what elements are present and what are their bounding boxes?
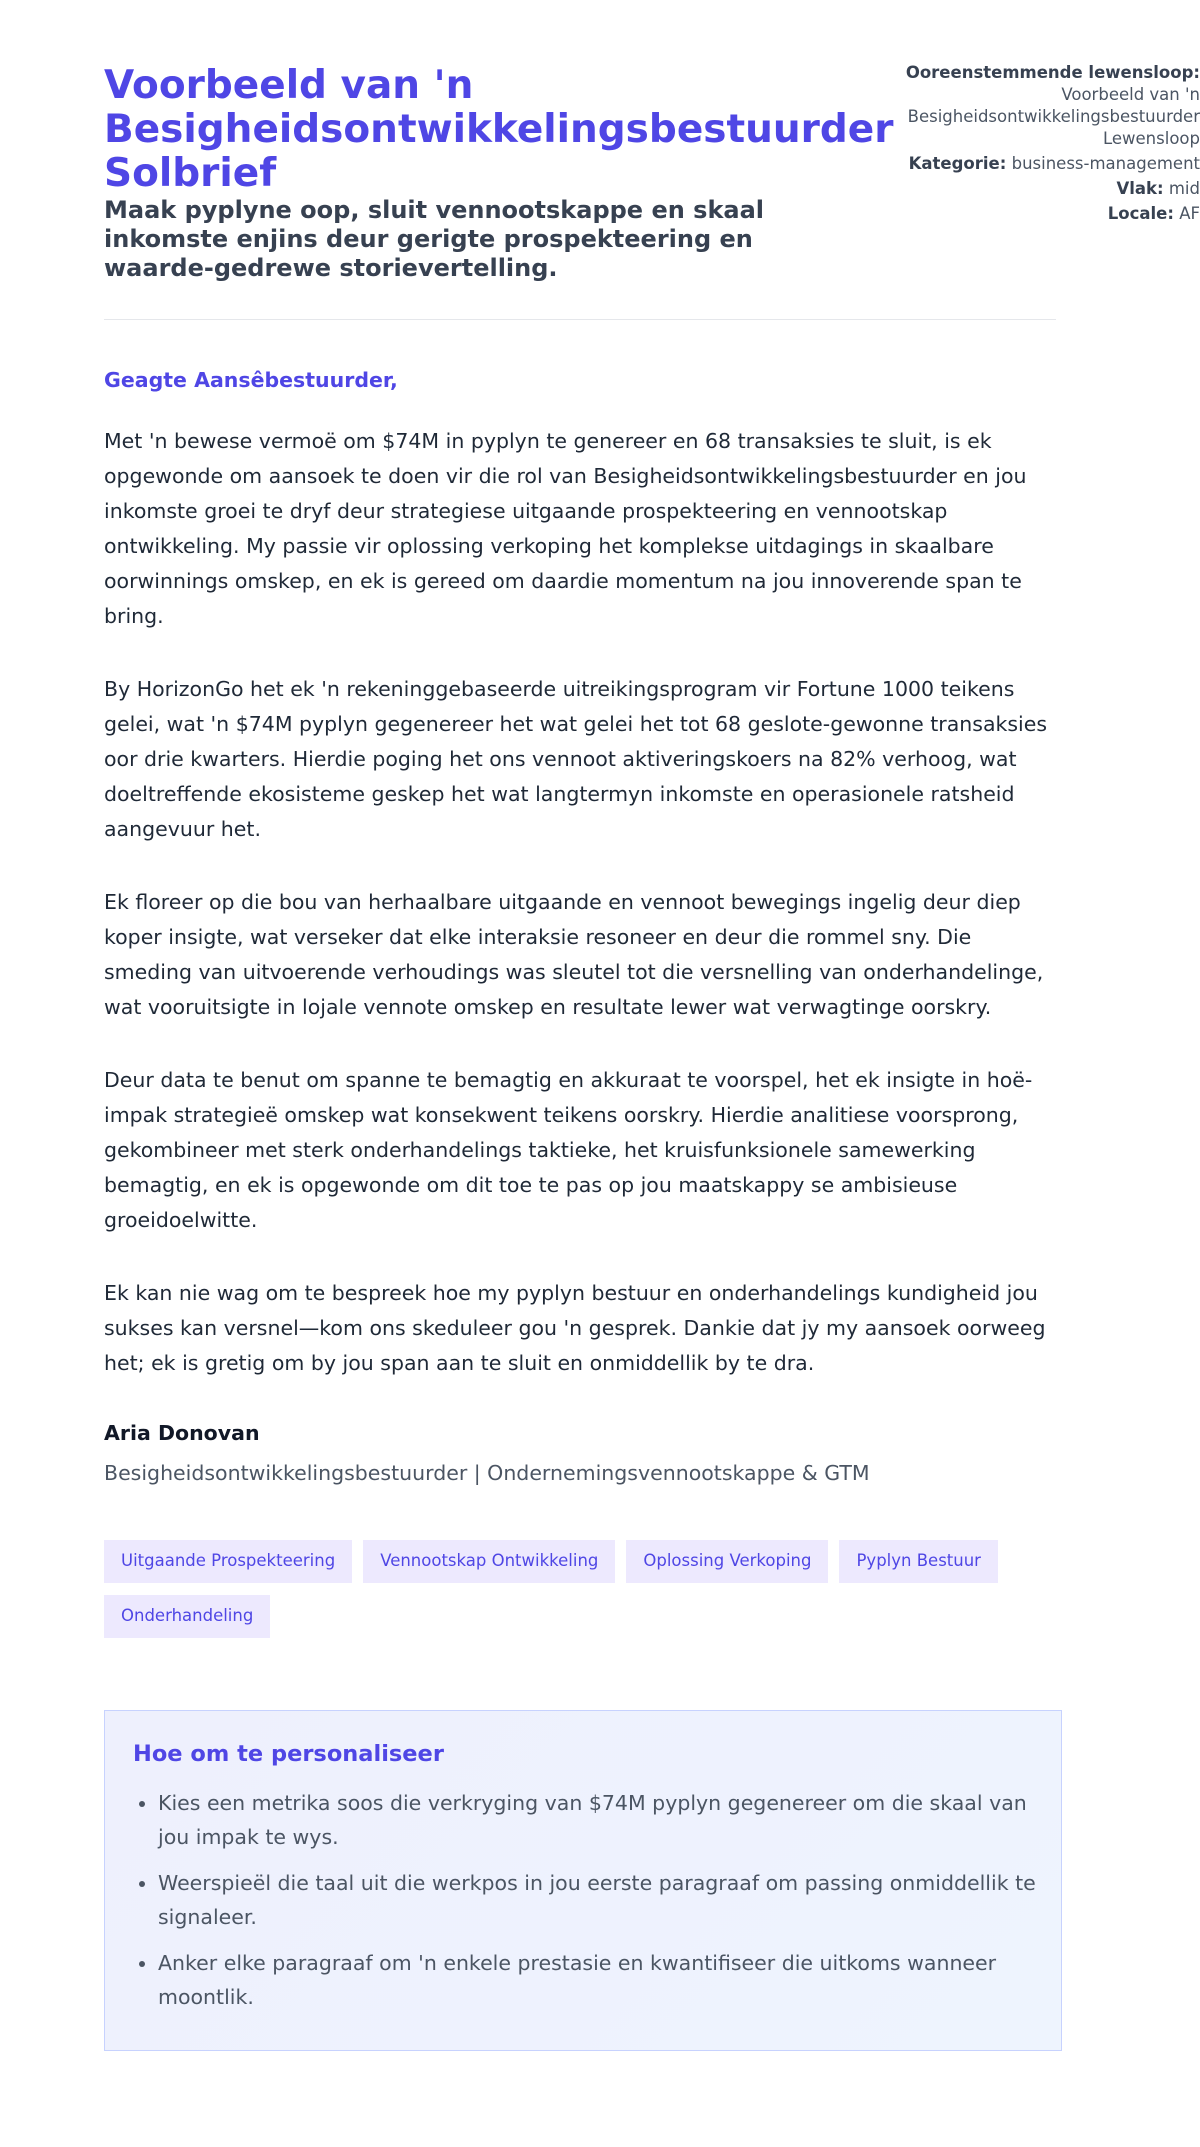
tips-list-item: • Kies een metrika soos die verkryging van $74M pyplyn gegenereer om die skaal van jou impak te wys. (158, 1786, 1039, 1854)
letter-header (104, 64, 894, 283)
skill-tag: Vennootskap Ontwikkeling (363, 1540, 615, 1583)
signature-role: Besigheidsontwikkelingsbestuurder | Ondernemingsvennootskappe & GTM (104, 1461, 870, 1485)
meta-level-value: mid (1168, 179, 1200, 198)
meta-lifecycle (900, 62, 1200, 150)
skill-tag: Uitgaande Prospekteering (104, 1540, 352, 1583)
signature-name: Aria Donovan (104, 1421, 260, 1445)
meta-category-label: Kategorie: (908, 154, 1007, 173)
signature-block (104, 1419, 1056, 1487)
letter-paragraph: Ek kan nie wag om te bespreek hoe my pyplyn bestuur en onderhandelings kundigheid jou sukses kan versnel—kom ons skeduleer gou 'n gesprek. Dankie dat jy my aansoek oorweeg het; ek is gretig om by jou span aan te sluit en onmiddellik by te dra. (104, 1281, 1046, 1375)
meta-category (900, 153, 1200, 175)
document-meta (900, 62, 1200, 228)
skill-tags (104, 1540, 1056, 1638)
meta-lifecycle-value: Voorbeeld van 'n Besigheidsontwikkelingsbestuurder Lewensloop (907, 85, 1200, 148)
page-title: Voorbeeld van 'n Besigheidsontwikkelingsbestuurder Solbrief (104, 63, 894, 196)
header-divider (104, 319, 1056, 320)
meta-lifecycle-label: Ooreenstemmende lewensloop: (905, 63, 1200, 82)
letter-paragraph: Met 'n bewese vermoë om $74M in pyplyn te genereer en 68 transaksies te sluit, is ek opgewonde om aansoek te doen vir die rol van Besigheidsontwikkelingsbestuurder en jou inkomste groei te dryf deur strategiese uitgaande prospekteering en vennootskap ontwikkeling. My passie vir oplossing verkoping het komplekse uitdagings in skaalbare oorwinnings omskep, en ek is gereed om daardie momentum na jou innoverende span te bring. (104, 429, 1027, 628)
personalize-tips-box (104, 1710, 1062, 2051)
letter-paragraph: Ek floreer op die bou van herhaalbare uitgaande en vennoot bewegings ingelig deur diep koper insigte, wat verseker dat elke interaksie resoneer en deur die rommel sny. Die smeding van uitvoerende verhoudings was sleutel tot die versnelling van onderhandelinge, wat vooruitsigte in lojale vennote omskep en resultate lewer wat verwagtinge oorskry. (104, 890, 1044, 1019)
meta-locale (900, 203, 1200, 225)
meta-category-value: business-management (1011, 154, 1200, 173)
tips-list (133, 1786, 1039, 2014)
skill-tag: Oplossing Verkoping (626, 1540, 828, 1583)
skill-tag: Pyplyn Bestuur (839, 1540, 997, 1583)
tips-list-item: • Anker elke paragraaf om 'n enkele prestasie en kwantifiseer die uitkoms wanneer moontlik. (158, 1946, 1039, 2014)
skill-tag: Onderhandeling (104, 1595, 270, 1638)
page-subtitle: Maak pyplyne oop, sluit vennootskappe en skaal inkomste enjins deur gerigte prospekteering en waarde-gedrewe storievertelling. (104, 196, 765, 282)
letter-paragraph: By HorizonGo het ek 'n rekeninggebaseerde uitreikingsprogram vir Fortune 1000 teikens gelei, wat 'n $74M pyplyn gegenereer het wat gelei het tot 68 geslote-gewonne transaksies oor drie kwarters. Hierdie poging het ons vennoot aktiveringskoers na 82% verhoog, wat doeltreffende ekosisteme geskep het wat langtermyn inkomste en operasionele ratsheid aangevuur het. (104, 677, 1048, 841)
letter-content (104, 363, 1056, 2051)
tips-list-item: • Weerspieël die taal uit die werkpos in jou eerste paragraaf om passing onmiddellik te signaleer. (158, 1866, 1039, 1934)
meta-locale-label: Locale: (1107, 204, 1174, 223)
meta-level (900, 178, 1200, 200)
tips-title: Hoe om te personaliseer (133, 1741, 444, 1767)
meta-level-label: Vlak: (1116, 179, 1164, 198)
letter-paragraph: Deur data te benut om spanne te bemagtig en akkuraat te voorspel, het ek insigte in hoë-impak strategieë omskep wat konsekwent teikens oorskry. Hierdie analitiese voorsprong, gekombineer met sterk onderhandelings taktieke, het kruisfunksionele samewerking bemagtig, en ek is opgewonde om dit toe te pas op jou maatskappy se ambisieuse groeidoelwitte. (104, 1068, 1033, 1232)
meta-locale-value: AF (1179, 204, 1200, 223)
letter-greeting: Geagte Aansêbestuurder, (104, 368, 398, 392)
